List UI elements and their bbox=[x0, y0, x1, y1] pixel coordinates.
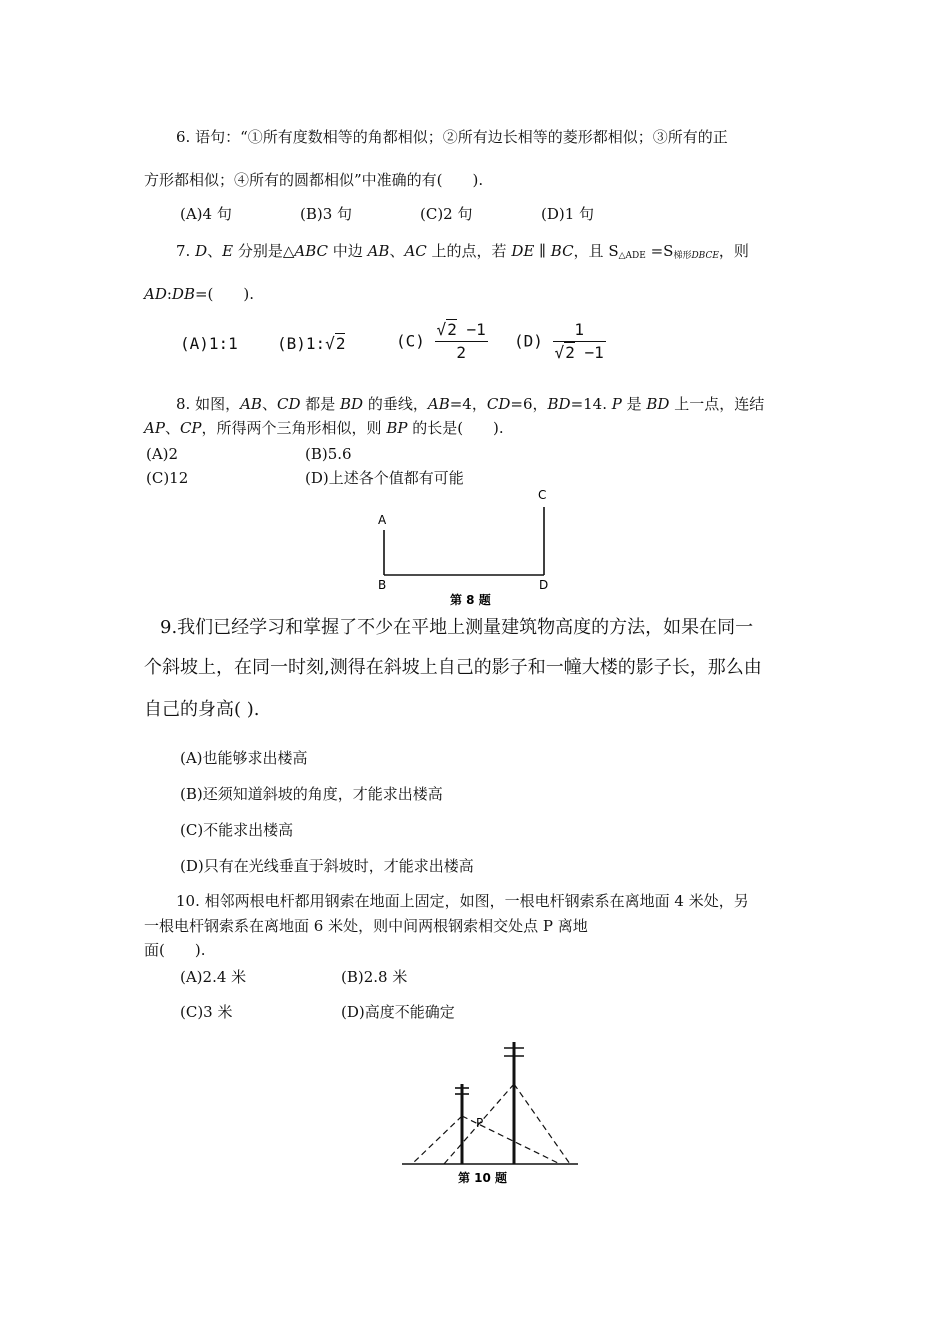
q8-text3: 的垂线， bbox=[363, 395, 428, 413]
q7-sep: 、 bbox=[207, 242, 223, 260]
q9-line1: 9.我们已经学习和掌握了不少在平地上测量建筑物高度的方法，如果在同一 bbox=[160, 617, 754, 638]
q10-option-b: (B)2.8 米 bbox=[341, 968, 408, 986]
figure-caption-10: 第 10 题 bbox=[458, 1171, 508, 1185]
q8-option-a: (A)2 bbox=[146, 445, 179, 463]
q9-line3: 自己的身高( ). bbox=[144, 699, 260, 720]
q7-option-b-label: (B)1: bbox=[277, 334, 326, 353]
q7-e: E bbox=[222, 242, 234, 260]
q6-option-b: (B)3 句 bbox=[300, 205, 353, 223]
q7-number: 7. bbox=[176, 242, 196, 260]
q8-line1 bbox=[176, 394, 764, 414]
q7-text4: 上的点，若 bbox=[426, 242, 512, 260]
q7-option-c-label: (C) bbox=[396, 331, 425, 351]
q7-line1 bbox=[176, 241, 749, 266]
q7-option-d-minus-one: −1 bbox=[574, 343, 604, 362]
q10-option-a: (A)2.4 米 bbox=[180, 968, 247, 986]
q8-text10: ，所得两个三角形相似，则 bbox=[201, 419, 387, 437]
q10-line1: 10. 相邻两根电杆都用钢索在地面上固定，如图，一根电杆钢索系在离地面 4 米处，另 bbox=[176, 892, 749, 910]
q7-option-d-numerator: 1 bbox=[574, 320, 584, 339]
label-a: A bbox=[378, 513, 387, 527]
q8-bd: BD bbox=[340, 395, 364, 413]
q8-text1: 、 bbox=[261, 395, 277, 413]
q8-bd2: BD bbox=[547, 395, 571, 413]
q7-text7: ，则 bbox=[718, 242, 749, 260]
q8-cp: CP bbox=[179, 419, 202, 437]
q8-line2 bbox=[144, 418, 504, 438]
q7-option-d-radicand: 2 bbox=[565, 343, 575, 362]
q9-option-a: (A)也能够求出楼高 bbox=[180, 749, 308, 767]
q8-text9: 、 bbox=[164, 419, 180, 437]
q7-option-a: (A)1:1 bbox=[180, 334, 238, 353]
q7-text6: =S bbox=[645, 242, 674, 260]
q7-option-d bbox=[514, 319, 606, 364]
q8-number: 8. 如图， bbox=[176, 395, 241, 413]
left-outer-cable bbox=[412, 1116, 462, 1164]
q7-d: D bbox=[195, 242, 208, 260]
q7-text5: ，且 S bbox=[573, 242, 619, 260]
q7-option-d-label: (D) bbox=[514, 331, 543, 351]
q7-text1: 分别是△ bbox=[233, 242, 295, 260]
label-p: P bbox=[476, 1116, 484, 1130]
q8-text7: 是 bbox=[621, 395, 647, 413]
q9-option-d: (D)只有在光线垂直于斜坡时，才能求出楼高 bbox=[180, 857, 474, 875]
q8-text6: =14. bbox=[570, 395, 612, 413]
q7-sub-trap: 梯形 bbox=[673, 251, 692, 261]
q9-option-b: (B)还须知道斜坡的角度，才能求出楼高 bbox=[180, 785, 443, 803]
q8-ap: AP bbox=[144, 419, 165, 437]
q10-figure bbox=[400, 1036, 580, 1186]
q9-option-c: (C)不能求出楼高 bbox=[180, 821, 294, 839]
q7-abc: ABC bbox=[294, 242, 329, 260]
q7-option-b bbox=[277, 334, 345, 354]
q8-cd: CD bbox=[276, 395, 301, 413]
label-b: B bbox=[378, 578, 387, 592]
q7-option-c-minus-one: −1 bbox=[456, 320, 486, 339]
q8-ab2: AB bbox=[427, 395, 450, 413]
q10-option-c: (C)3 米 bbox=[180, 1003, 233, 1021]
q7-text3: 、 bbox=[389, 242, 405, 260]
q7-ad: AD bbox=[144, 285, 167, 303]
q7-option-c-denominator: 2 bbox=[435, 341, 488, 364]
right-outer-cable bbox=[514, 1084, 570, 1164]
sqrt-icon: √ bbox=[554, 343, 565, 362]
q7-option-c bbox=[396, 319, 488, 364]
q6-option-a: (A)4 句 bbox=[180, 205, 232, 223]
q8-option-b: (B)5.6 bbox=[305, 445, 352, 463]
q8-option-d: (D)上述各个值都有可能 bbox=[305, 469, 464, 487]
q10-line3: 面( ). bbox=[144, 941, 206, 959]
q9-line2: 个斜坡上，在同一时刻,测得在斜坡上自己的影子和一幢大楼的影子长，那么由 bbox=[144, 657, 762, 678]
q7-ab: AB bbox=[367, 242, 390, 260]
q8-ab: AB bbox=[240, 395, 262, 413]
q7-sub-dbce: DBCE bbox=[691, 251, 719, 261]
figure-caption-8: 第 8 题 bbox=[450, 593, 491, 607]
label-d: D bbox=[539, 578, 549, 592]
q7-option-d-denominator bbox=[553, 341, 606, 364]
q8-bd3: BD bbox=[646, 395, 670, 413]
q7-colon: : bbox=[166, 285, 172, 303]
q7-ac: AC bbox=[404, 242, 427, 260]
q10-line2: 一根电杆钢索系在离地面 6 米处，则中间两根钢索相交处点 P 离地 bbox=[144, 917, 588, 935]
q7-line2 bbox=[144, 284, 254, 304]
q8-text4: =4， bbox=[449, 395, 487, 413]
q8-text5: =6， bbox=[510, 395, 548, 413]
q8-text2: 都是 bbox=[300, 395, 341, 413]
q6-line1: 6. 语句：“①所有度数相等的角都相似；②所有边长相等的菱形都相似；③所有的正 bbox=[176, 128, 728, 146]
label-c: C bbox=[538, 488, 547, 502]
q8-figure bbox=[370, 487, 560, 612]
q8-option-c: (C)12 bbox=[146, 469, 189, 487]
q7-option-c-numerator bbox=[435, 319, 488, 341]
q6-line2: 方形都相似；④所有的圆都相似”中准确的有( ). bbox=[144, 171, 484, 189]
q10-option-d: (D)高度不能确定 bbox=[341, 1003, 455, 1021]
q7-option-d-fraction bbox=[553, 319, 606, 364]
q6-option-c: (C)2 句 bbox=[420, 205, 473, 223]
q8-cd2: CD bbox=[486, 395, 511, 413]
q8-p: P bbox=[611, 395, 622, 413]
sqrt-icon: √ bbox=[436, 320, 447, 339]
q8-text11: 的长是( ). bbox=[407, 419, 504, 437]
q7-de: DE bbox=[511, 242, 535, 260]
q6-option-d: (D)1 句 bbox=[541, 205, 595, 223]
q7-sub-ade: △ADE bbox=[618, 251, 646, 261]
q8-text8: 上一点，连结 bbox=[669, 395, 765, 413]
q7-db: DB bbox=[171, 285, 195, 303]
q7-parallel: ∥ bbox=[534, 242, 551, 260]
q7-text2: 中边 bbox=[328, 242, 368, 260]
q7-option-c-fraction bbox=[435, 319, 488, 364]
q7-bc: BC bbox=[550, 242, 574, 260]
q7-paren: =( ). bbox=[194, 285, 255, 303]
q7-option-b-radicand: 2 bbox=[335, 334, 346, 353]
q8-bp: BP bbox=[386, 419, 408, 437]
q7-option-c-radicand: 2 bbox=[447, 320, 457, 339]
sqrt-icon: √ bbox=[325, 334, 335, 353]
